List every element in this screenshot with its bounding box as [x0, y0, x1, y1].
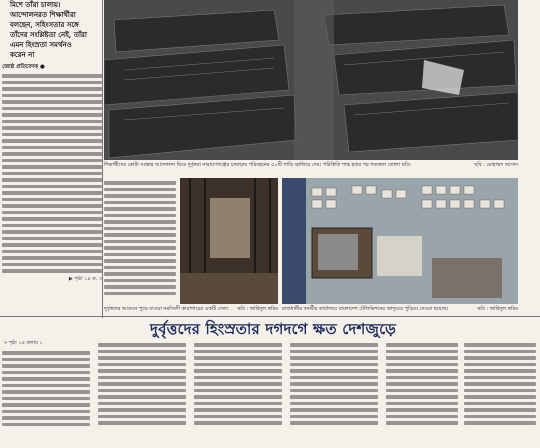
body-column-1	[2, 348, 90, 448]
summary-line: এমন হিংস্রতা সমর্থনও	[10, 40, 72, 49]
prison-photo-credit: ছবি : জাহিদুল করিম	[237, 306, 278, 312]
office-photo-credit: ছবি : জাহিদুল করিম	[477, 306, 518, 312]
article-headline: দুর্বৃত্তদের হিংস্রতার দগদগে ক্ষত দেশজুড়ে	[150, 320, 397, 338]
prison-photo-caption: দুর্বৃত্তদের আগুনে পুড়ে যাওয়া নরসিংদী কারাগারের একটি সেল।	[104, 306, 229, 312]
article-body-lines	[104, 178, 176, 298]
burnt-cell-illustration	[180, 178, 278, 304]
article-body-lines	[2, 74, 102, 273]
column-divider	[102, 0, 103, 318]
body-column-3	[194, 340, 282, 440]
jump-note: » পৃষ্ঠা ১৪ কলাম ১	[4, 340, 43, 346]
summary-line: তাঁদের সংশ্লিষ্টতা নেই, তাঁরা	[10, 30, 87, 39]
body-column-5	[386, 340, 458, 440]
section-divider	[0, 316, 540, 317]
prison-cell-photo	[180, 178, 278, 304]
summary-line: আন্দোলনরত শিক্ষার্থীরা	[10, 10, 76, 19]
byline: জ্যেষ্ঠ প্রতিবেদক ●	[2, 64, 45, 70]
jump-reference: ▶ পৃষ্ঠা ১৪ ক. ৩	[68, 275, 102, 282]
summary-line: করেন না	[10, 50, 35, 59]
main-photo-burnt-buses	[104, 0, 518, 160]
summary-line: বলছেন, সহিংসতার সঙ্গে	[10, 20, 79, 29]
body-column-6	[464, 340, 536, 440]
body-column-4	[290, 340, 378, 440]
lead-summary	[2, 0, 102, 60]
burnt-office-illustration	[282, 178, 518, 304]
body-column-2	[98, 340, 186, 440]
summary-line: মিশে তাঁরা চালায়।	[10, 0, 61, 9]
burnt-vehicles-illustration	[104, 0, 518, 160]
left-column	[2, 0, 102, 318]
office-photo-caption: রাজধানীর বনশ্রীর কার্যালয়ে বাংলাদেশ টেলিভিশনের জাদুঘরে পুড়িয়ে দেওয়া হয়েছে।	[282, 306, 449, 312]
bottom-article-body	[2, 340, 538, 440]
tv-office-photo	[282, 178, 518, 304]
main-photo-caption: শিক্ষার্থীদের কোটা সংস্কার আন্দোলন ঘিরে দুর্বৃত্তরা নারায়ণগঞ্জের চাষাড়ায় পরিবহনের ৫০টি গাড়ি জ্বালিয়ে দেয়। পরিস্থিতি শান্ত হবার পর গতকাল তোলা ছবি।	[104, 162, 411, 168]
main-photo-credit: ছবি : মোহাম্মদ আসাদ	[474, 162, 518, 168]
